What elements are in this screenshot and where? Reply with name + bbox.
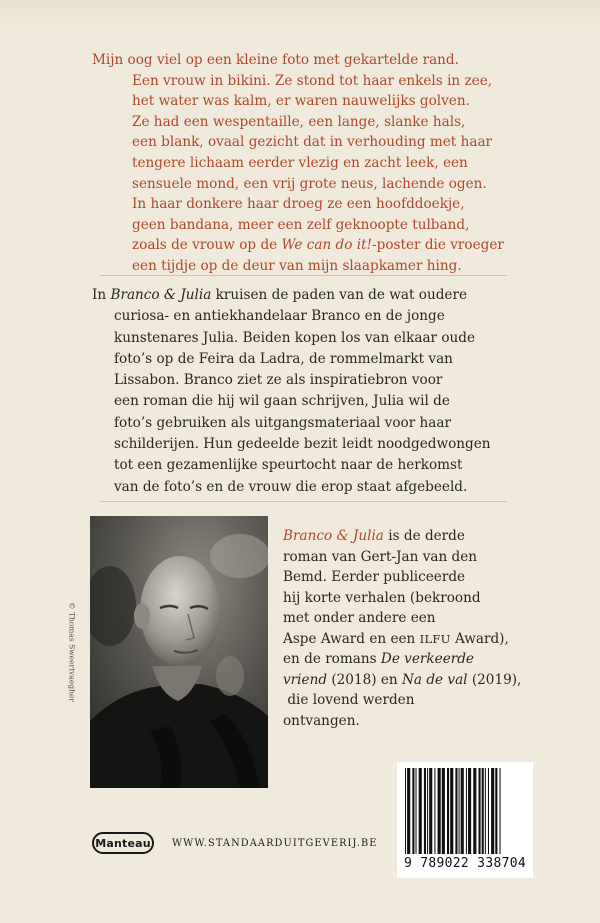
- photo-credit: © Thomas Sweertvaegher: [67, 602, 77, 702]
- quote-text: geen bandana, meer een zelf geknoopte tulband,: [132, 216, 470, 233]
- blurb-text: kunstenares Julia. Beiden kopen los van elkaar oude: [114, 329, 476, 346]
- bio-line: met onder andere een: [283, 610, 436, 626]
- barcode-bar: [482, 768, 484, 854]
- bio-text: is de derde: [383, 528, 465, 544]
- blurb-line: [92, 370, 522, 391]
- bio-novel-title: De verkeerde: [380, 651, 474, 667]
- barcode-bar: [427, 768, 428, 854]
- bio-line: hij korte verhalen (bekroond: [283, 589, 481, 606]
- bio-line: [283, 526, 523, 547]
- quote-line: [92, 132, 552, 153]
- blurb-line: [92, 413, 522, 434]
- bio-line: ontvangen.: [283, 712, 360, 729]
- divider-top: [100, 275, 507, 276]
- bio-text: (2018) en: [327, 671, 402, 688]
- blurb-text: kruisen de paden van de wat oudere: [211, 287, 467, 303]
- barcode-bar: [416, 768, 417, 854]
- blurb-text: foto’s gebruiken als uitgangsmateriaal voor haar: [114, 414, 451, 431]
- barcode-bar: [500, 768, 501, 854]
- barcode-bar: [429, 768, 432, 854]
- quote-text: -poster die vroeger: [372, 237, 504, 254]
- quote-line: [92, 112, 552, 133]
- barcode-bar: [466, 768, 467, 854]
- blurb-text: een roman die hij wil gaan schrijven, Julia wil de: [114, 393, 450, 410]
- quote-line: [92, 91, 552, 112]
- bio-novel-title: Na de val: [402, 671, 468, 688]
- bio-line: [283, 670, 523, 691]
- barcode-bar: [468, 768, 471, 854]
- barcode-bar: [419, 768, 422, 854]
- quote-line: [92, 194, 552, 215]
- isbn-number: 9 789022 338704: [404, 856, 526, 871]
- blurb-text: curiosa- en antiekhandelaar Branco en de jonge: [114, 308, 445, 325]
- blurb-text: In: [92, 287, 111, 303]
- bio-line: Bemd. Eerder publiceerde: [283, 569, 466, 585]
- blurb-text: Lissabon. Branco ziet ze als inspiratiebron voor: [114, 372, 443, 389]
- barcode-bar: [461, 768, 464, 854]
- bio-line: [283, 649, 523, 670]
- bio-line: die lovend werden: [283, 692, 415, 708]
- bio-novel-title: vriend: [283, 671, 328, 688]
- barcode-bar: [434, 768, 435, 854]
- excerpt-quote: [92, 50, 552, 277]
- bio-text: Aspe Award en een: [283, 630, 420, 647]
- author-photo: [90, 516, 268, 788]
- quote-line: [92, 256, 552, 277]
- quote-text: het water was kalm, er waren nauwelijks golven.: [132, 93, 470, 110]
- quote-line: [92, 50, 552, 71]
- publisher-logo: Manteau: [92, 832, 154, 854]
- quote-text: een blank, ovaal gezicht dat in verhouding met haar: [132, 134, 493, 151]
- quote-line: [92, 153, 552, 174]
- blurb-text: schilderijen. Hun gedeelde bezit leidt noodgedwongen: [114, 436, 491, 453]
- bio-book-title: Branco & Julia: [283, 528, 384, 544]
- bio-line: roman van Gert-Jan van den: [283, 548, 478, 565]
- divider-middle: [100, 501, 507, 502]
- quote-text: Ze had een wespentaille, een lange, slanke hals,: [132, 113, 466, 130]
- blurb-text: van de foto’s en de vrouw die erop staat afgebeeld.: [114, 478, 468, 495]
- top-edge-shadow: [0, 0, 600, 30]
- quote-text: Mijn oog viel op een kleine foto met gekartelde rand.: [92, 52, 459, 68]
- barcode: [397, 762, 533, 878]
- barcode-bars: [397, 762, 533, 858]
- blurb-text: foto’s op de Feira da Ladra, de rommelmarkt van: [114, 350, 453, 367]
- barcode-bar: [424, 768, 426, 854]
- blurb-line: [92, 477, 522, 498]
- blurb-italic: Branco & Julia: [110, 287, 212, 303]
- barcode-bar: [407, 768, 410, 854]
- barcode-bar: [455, 768, 457, 854]
- quote-text: Een vrouw in bikini. Ze stond tot haar enkels in zee,: [132, 72, 493, 89]
- barcode-bar: [450, 768, 453, 854]
- blurb-line: [92, 434, 522, 455]
- quote-italic: We can do it!: [281, 237, 373, 254]
- blurb-line: [92, 391, 522, 412]
- blurb-line: [92, 285, 522, 306]
- barcode-bar: [491, 768, 494, 854]
- barcode-bar: [438, 768, 441, 854]
- publisher-url: WWW.STANDAARDUITGEVERIJ.BE: [172, 838, 378, 849]
- bio-line: [283, 629, 523, 650]
- barcode-bar: [488, 768, 489, 854]
- quote-text: tengere lichaam eerder vlezig en zacht leek, een: [132, 154, 468, 171]
- quote-line: [92, 174, 552, 195]
- barcode-bar: [473, 768, 476, 854]
- blurb-line: [92, 328, 522, 349]
- author-bio: [283, 526, 523, 731]
- bio-text: (2019),: [467, 671, 522, 688]
- blurb-line: [92, 455, 522, 476]
- barcode-bar: [447, 768, 449, 854]
- quote-text: sensuele mond, een vrij grote neus, lachende ogen.: [132, 175, 487, 192]
- author-portrait-image: [90, 516, 268, 788]
- quote-line: [92, 71, 552, 92]
- blurb-text: tot een gezamenlijke speurtocht naar de herkomst: [114, 457, 463, 474]
- blurb-line: [92, 349, 522, 370]
- book-blurb: [92, 285, 522, 498]
- bio-award-acronym: ILFU: [419, 631, 451, 646]
- barcode-bar: [412, 768, 414, 854]
- barcode-bar: [459, 768, 460, 854]
- quote-text: een tijdje op de deur van mijn slaapkamer hing.: [132, 257, 462, 274]
- barcode-bar: [485, 768, 486, 854]
- quote-line: [92, 235, 552, 256]
- barcode-bar: [495, 768, 497, 854]
- quote-text: zoals de vrouw op de: [132, 237, 282, 254]
- barcode-bar: [442, 768, 445, 854]
- barcode-bar: [405, 768, 406, 854]
- barcode-bar: [479, 768, 481, 854]
- bio-text: Award),: [450, 630, 509, 647]
- blurb-line: [92, 306, 522, 327]
- quote-text: In haar donkere haar droeg ze een hoofddoekje,: [132, 196, 465, 213]
- bio-text: en de romans: [283, 651, 381, 667]
- quote-line: [92, 215, 552, 236]
